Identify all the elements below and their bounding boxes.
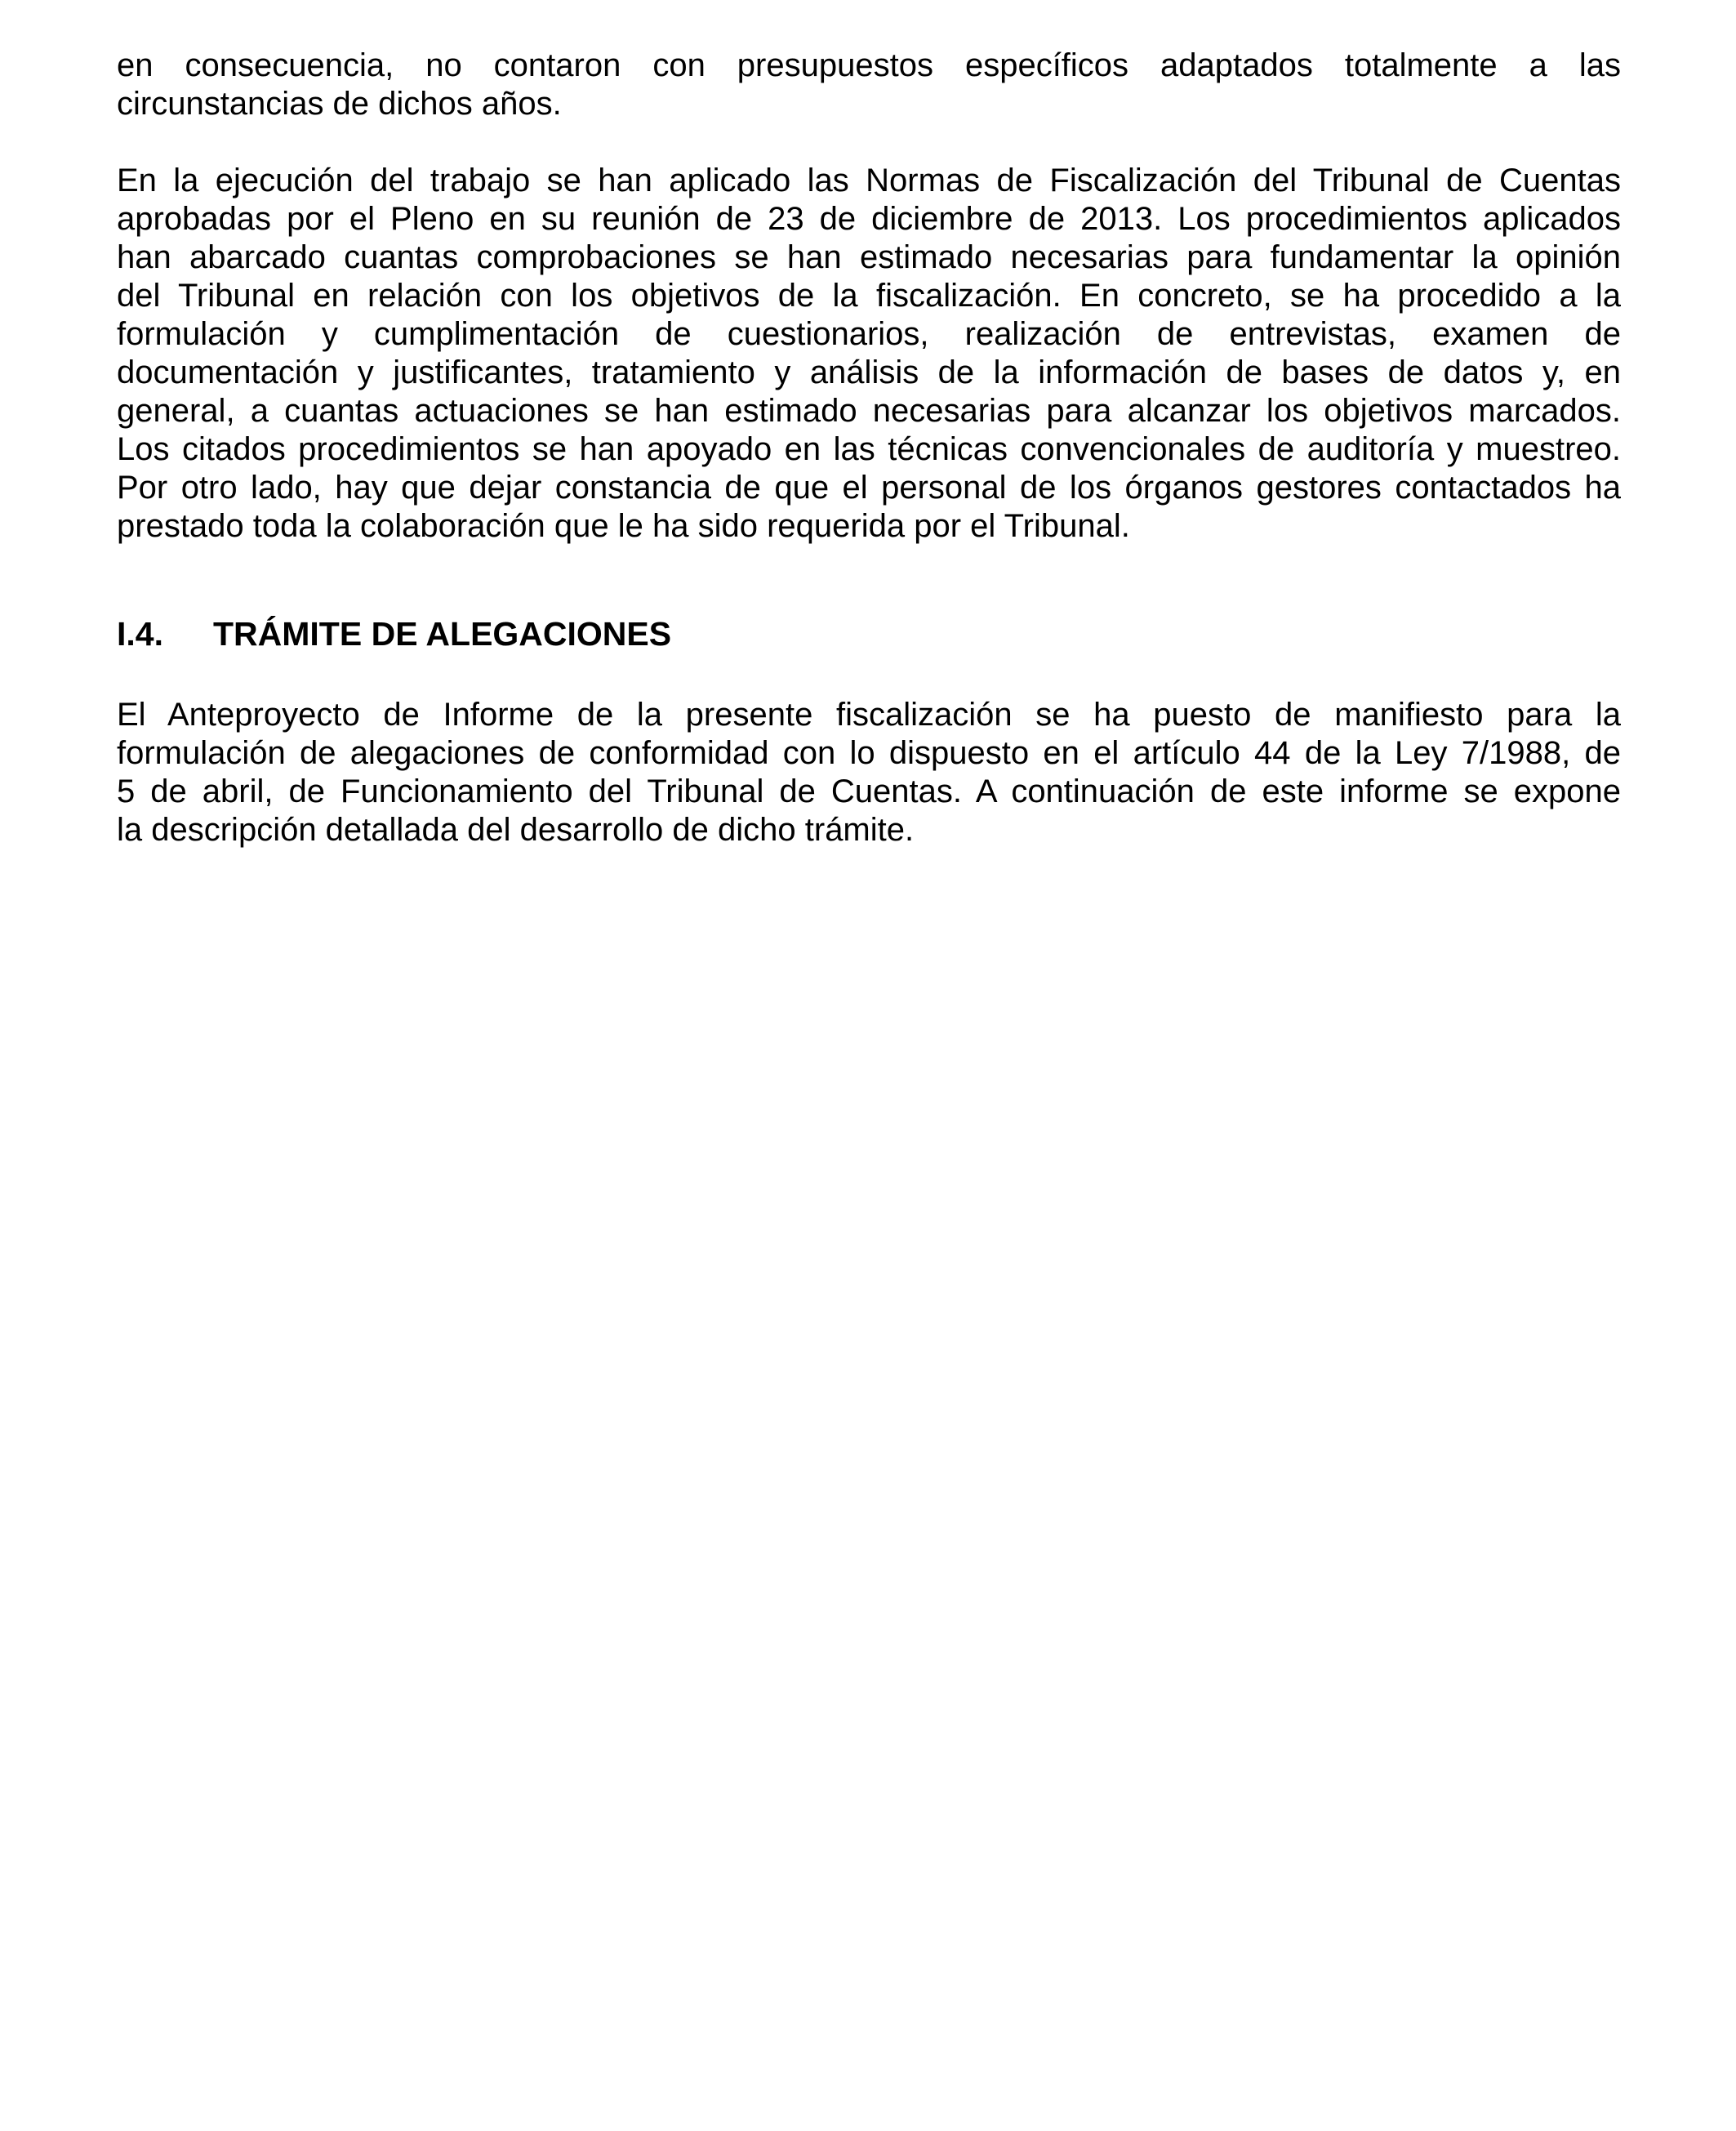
text-line: han abarcado cuantas comprobaciones se han estimado necesarias para fundamentar la opinión [117,239,1621,275]
paragraph-intro-continuation [117,47,1621,123]
text-line: En la ejecución del trabajo se han aplicado las Normas de Fiscalización del Tribunal de Cuentas [117,163,1621,198]
section-number: I.4. [117,615,163,653]
text-line: documentación y justificantes, tratamiento y análisis de la información de bases de datos y, en [117,354,1621,390]
section-heading [117,615,1621,653]
paragraph-execution-procedures [117,162,1621,546]
text-line: circunstancias de dichos años. [117,86,562,122]
text-line: aprobadas por el Pleno en su reunión de 23 de diciembre de 2013. Los procedimientos aplicados [117,201,1621,237]
text-line: la descripción detallada del desarrollo de dicho trámite. [117,812,915,848]
paragraph-alegaciones [117,696,1621,849]
text-line: El Anteproyecto de Informe de la presente fiscalización se ha puesto de manifiesto para la [117,697,1621,733]
text-line: Por otro lado, hay que dejar constancia de que el personal de los órganos gestores contactados ha [117,470,1621,506]
text-line: en consecuencia, no contaron con presupuestos específicos adaptados totalmente a las [117,47,1621,83]
section-title: TRÁMITE DE ALEGACIONES [213,615,672,653]
text-line: prestado toda la colaboración que le ha sido requerida por el Tribunal. [117,508,1130,544]
text-line: general, a cuantas actuaciones se han estimado necesarias para alcanzar los objetivos marcados. [117,393,1621,429]
text-line: Los citados procedimientos se han apoyado en las técnicas convencionales de auditoría y muestreo. [117,431,1621,467]
text-line: del Tribunal en relación con los objetivos de la fiscalización. En concreto, se ha procedido a la [117,278,1621,314]
text-line: formulación de alegaciones de conformidad con lo dispuesto en el artículo 44 de la Ley 7/1988, de [117,735,1621,771]
text-line: formulación y cumplimentación de cuestionarios, realización de entrevistas, examen de [117,316,1621,352]
text-line: 5 de abril, de Funcionamiento del Tribunal de Cuentas. A continuación de este informe se expone [117,773,1621,809]
